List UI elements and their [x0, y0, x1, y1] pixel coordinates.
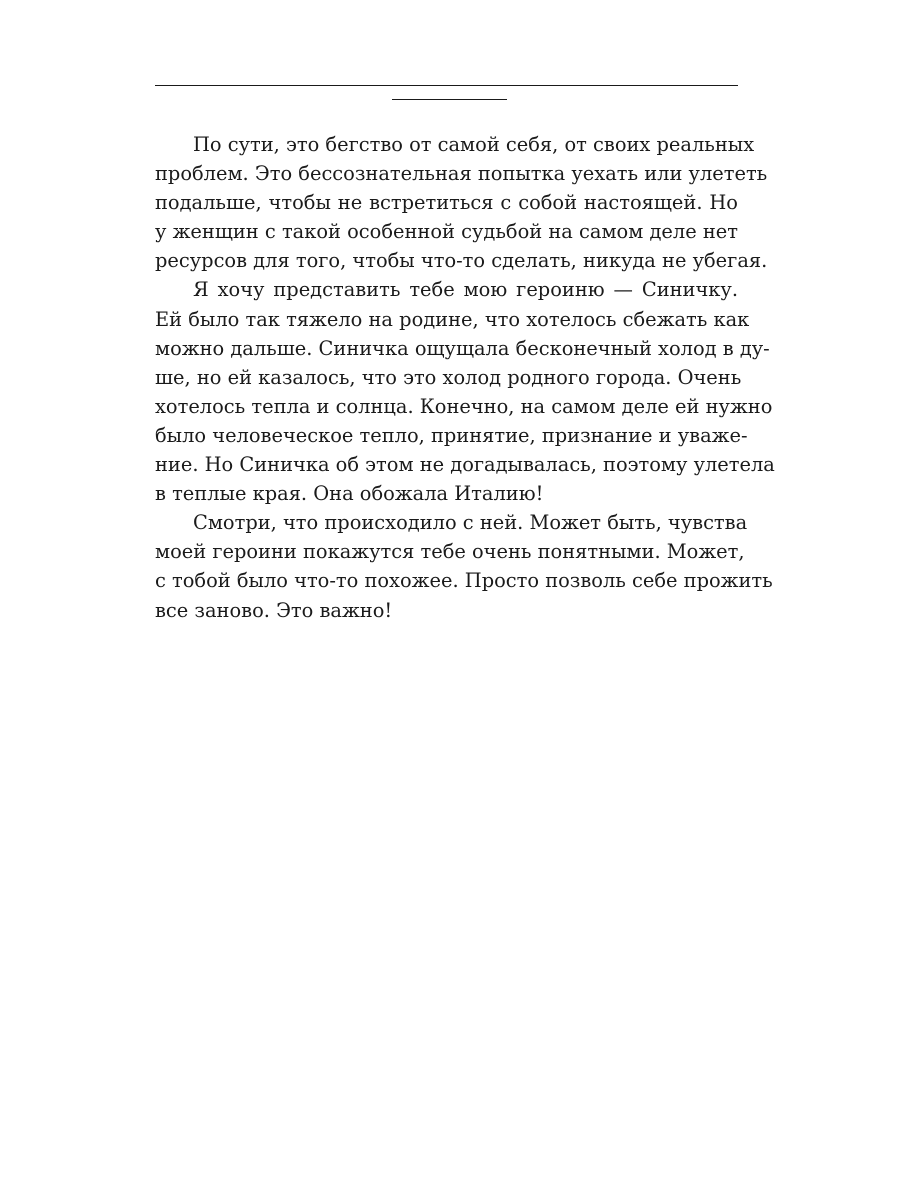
text-line: ние. Но Синичка об этом не догадывалась, поэтому улетела — [155, 453, 775, 477]
text-line: ресурсов для того, чтобы что-то сделать, никуда не убегая. — [155, 249, 768, 273]
text-line: все заново. Это важно! — [155, 598, 393, 622]
text-line: хотелось тепла и солнца. Конечно, на самом деле ей нужно — [155, 394, 773, 418]
header-rule-long — [155, 85, 738, 86]
paragraph-1 — [155, 130, 768, 275]
paragraph-2 — [155, 275, 775, 508]
text-line: проблем. Это бессознательная попытка уехать или улететь — [155, 162, 768, 186]
text-line: ше, но ей казалось, что это холод родного города. Очень — [155, 365, 742, 389]
text-line: подальше, чтобы не встретиться с собой настоящей. Но — [155, 191, 738, 215]
text-line: у женщин с такой особенной судьбой на самом деле нет — [155, 220, 738, 244]
text-line: моей героини покажутся тебе очень понятными. Может, — [155, 540, 745, 564]
text-line: Ей было так тяжело на родине, что хотелось сбежать как — [155, 307, 750, 331]
body-text — [155, 130, 775, 625]
paragraph-3 — [155, 508, 773, 624]
text-line: можно дальше. Синичка ощущала бесконечный холод в ду- — [155, 336, 770, 360]
text-line: с тобой было что-то похожее. Просто позволь себе прожить — [155, 569, 773, 593]
text-line: было человеческое тепло, принятие, признание и уваже- — [155, 423, 748, 447]
text-line: По сути, это бегство от самой себя, от своих реальных — [193, 133, 755, 156]
text-line: Смотри, что происходило с ней. Может быть, чувства — [193, 511, 748, 535]
header-rule-short — [392, 99, 507, 100]
text-line: Я хочу представить тебе мою героиню — Синичку. — [193, 278, 738, 302]
text-line: в теплые края. Она обожала Италию! — [155, 482, 544, 506]
